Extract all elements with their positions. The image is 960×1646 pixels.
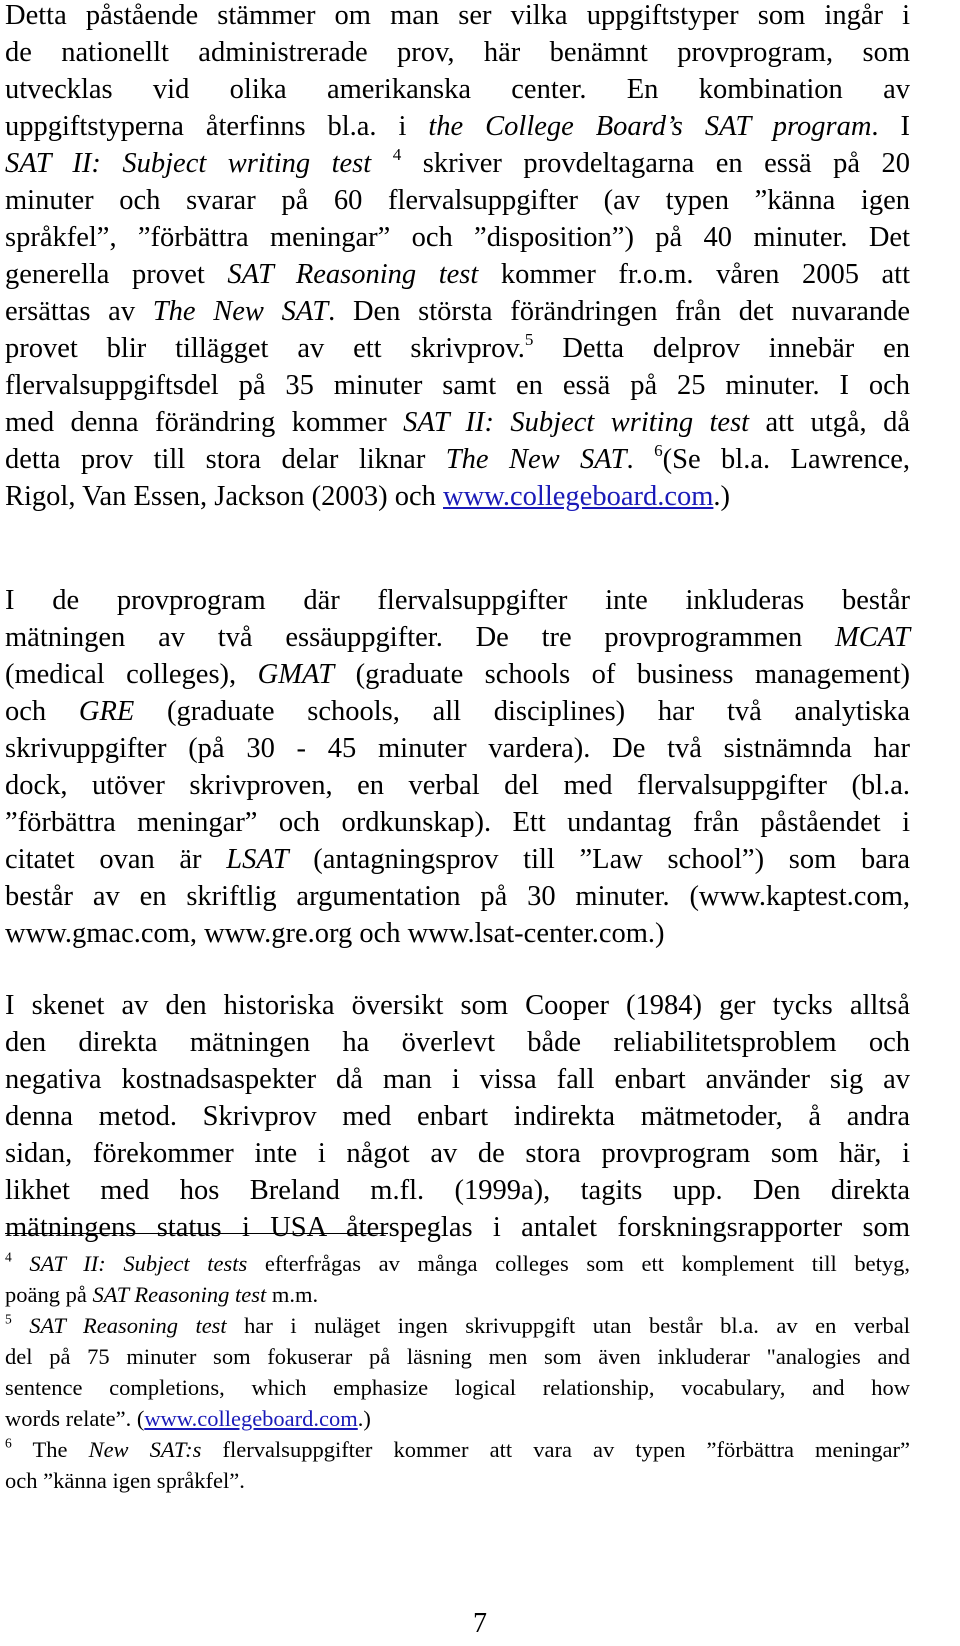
- text-line: och GRE (graduate schools, all disciplines) har två analytiska: [5, 696, 911, 727]
- text-line: mätningens status i USA återspeglas i antalet forskningsrapporter som: [5, 1212, 910, 1243]
- text-line: citatet ovan är LSAT (antagningsprov till ”Law school”) som bara: [5, 844, 910, 875]
- text-line: www.gmac.com, www.gre.org och www.lsat-center.com.): [5, 918, 665, 949]
- text-line: denna metod. Skrivprov med enbart indirekta mätmetoder, å andra: [5, 1101, 910, 1132]
- footnote-separator: [5, 1233, 388, 1234]
- text-line: ”förbättra meningar” och ordkunskap). Ett undantag från påståendet i: [5, 807, 910, 838]
- text-line: $^4$ SAT II: Subject tests efterfrågas av många colleges som ett komplement till betyg,: [5, 1249, 910, 1276]
- footnote-6: [5, 1434, 910, 1496]
- text-line: likhet med hos Breland m.fl. (1999a), tagits upp. Den direkta: [5, 1175, 910, 1206]
- text-line: SAT II: Subject writing test $^4$ skriver provdeltagarna en essä på 20: [5, 145, 911, 179]
- footnote-number: 5: [5, 1311, 12, 1327]
- page-number: 7: [473, 1608, 487, 1639]
- footnotes: [5, 1248, 910, 1496]
- paragraph-3: [5, 987, 910, 1246]
- text-line: words relate”. (www.collegeboard.com.): [5, 1406, 371, 1431]
- text-line: sidan, förekommer inte i något av de stora provprogram som här, i: [5, 1138, 910, 1169]
- text-line: (medical colleges), GMAT (graduate schools of business management): [5, 659, 911, 690]
- footnote-number: 4: [5, 1249, 12, 1265]
- text-line: I skenet av den historiska översikt som Cooper (1984) ger tycks alltså: [5, 990, 910, 1021]
- footnote-4: [5, 1248, 910, 1310]
- text-line: utvecklas vid olika amerikanska center. En kombination av: [5, 74, 910, 105]
- footnote-5: [5, 1310, 910, 1434]
- footnote-number: 6: [5, 1435, 12, 1451]
- text-line: och ”känna igen språkfel”.: [5, 1468, 245, 1493]
- text-line: detta prov till stora delar liknar The New SAT. $^6$(Se bl.a. Lawrence,: [5, 441, 911, 475]
- text-line: språkfel”, ”förbättra meningar” och ”disposition”) på 40 minuter. Det: [5, 222, 910, 253]
- text-line: I de provprogram där flervalsuppgifter inte inkluderas består: [5, 585, 910, 616]
- footnote-ref-6: 6: [654, 441, 663, 461]
- text-line: uppgiftstyperna återfinns bl.a. i the College Board’s SAT program. I: [5, 111, 910, 142]
- text-line: poäng på SAT Reasoning test m.m.: [5, 1282, 319, 1307]
- text-line: $^6$ The New SAT:s flervalsuppgifter kommer att vara av typen ”förbättra meningar”: [5, 1435, 911, 1462]
- text-line: Detta påstående stämmer om man ser vilka uppgiftstyper som ingår i: [5, 0, 910, 31]
- text-line: den direkta mätningen ha överlevt både reliabilitetsproblem och: [5, 1027, 910, 1058]
- collegeboard-link[interactable]: www.collegeboard.com: [443, 481, 714, 512]
- collegeboard-link[interactable]: www.collegeboard.com: [144, 1406, 358, 1431]
- text-line: Rigol, Van Essen, Jackson (2003) och www.collegeboard.com.): [5, 481, 731, 512]
- text-line: flervalsuppgiftsdel på 35 minuter samt en essä på 25 minuter. I och: [5, 370, 910, 401]
- paragraph-1: [5, 0, 910, 515]
- text-line: med denna förändring kommer SAT II: Subject writing test att utgå, då: [5, 407, 910, 438]
- paragraph-2: [5, 582, 910, 952]
- text-line: del på 75 minuter som fokuserar på läsning men som även inkluderar "analogies and: [5, 1344, 910, 1369]
- text-line: de nationellt administrerade prov, här benämnt provprogram, som: [5, 37, 910, 68]
- text-line: ersättas av The New SAT. Den största förändringen från det nuvarande: [5, 296, 911, 327]
- text-line: består av en skriftlig argumentation på 30 minuter. (www.kaptest.com,: [5, 881, 910, 912]
- text-line: dock, utöver skrivproven, en verbal del med flervalsuppgifter (bl.a.: [5, 770, 910, 801]
- footnote-ref-4: 4: [392, 145, 402, 165]
- text-line: sentence completions, which emphasize logical relationship, vocabulary, and how: [5, 1375, 910, 1400]
- text-line: $^5$ SAT Reasoning test har i nuläget ingen skrivuppgift utan består bl.a. av en verbal: [5, 1311, 911, 1338]
- text-line: skrivuppgifter (på 30 - 45 minuter vardera). De två sistnämnda har: [5, 733, 910, 764]
- text-line: negativa kostnadsaspekter då man i vissa fall enbart använder sig av: [5, 1064, 910, 1095]
- text-line: mätningen av två essäuppgifter. De tre provprogrammen MCAT: [5, 622, 910, 653]
- text-line: minuter och svarar på 60 flervalsuppgifter (av typen ”känna igen: [5, 185, 910, 216]
- text-line: provet blir tillägget av ett skrivprov.$^5$ Detta delprov innebär en: [5, 330, 910, 364]
- footnote-ref-5: 5: [524, 330, 534, 350]
- text-line: generella provet SAT Reasoning test kommer fr.o.m. våren 2005 att: [5, 259, 910, 290]
